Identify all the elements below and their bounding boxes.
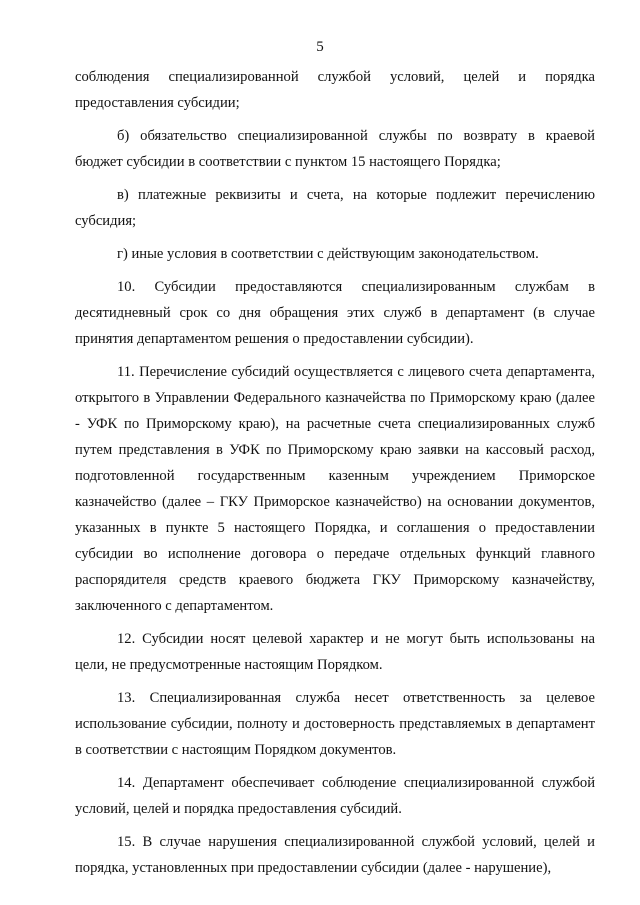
paragraph-10: 10. Субсидии предоставляются специализированным службам в десятидневный срок со дня обращения этих служб в департамент (в случае принятия департаментом решения о предоставлении субсидии). bbox=[75, 279, 595, 347]
paragraph-15: 15. В случае нарушения специализированной службой условий, целей и порядка, установленных при предоставлении субсидии (далее - нарушение), bbox=[75, 834, 595, 876]
document-body bbox=[75, 64, 595, 888]
paragraph-13: 13. Специализированная служба несет ответственность за целевое использование субсидии, полноту и достоверность представляемых в департамент в соответствии с настоящим Порядком документов. bbox=[75, 690, 595, 758]
paragraph-item-v: в) платежные реквизиты и счета, на которые подлежит перечислению субсидия; bbox=[75, 187, 595, 229]
paragraph-11: 11. Перечисление субсидий осуществляется с лицевого счета департамента, открытого в Управлении Федерального казначейства по Приморскому краю (далее - УФК по Приморскому краю), на расчетные счета специализированных служб путем представления в УФК по Приморскому краю заявки на кассовый расход, подготовленной государственным казенным учреждением Приморское казначейство (далее – ГКУ Приморское казначейство) на основании документов, указанных в пункте 5 настоящего Порядка, и соглашения о предоставлении субсидии во исполнение договора о передаче отдельных функций главного распорядителя средств краевого бюджета ГКУ Приморскому казначейству, заключенного с департаментом. bbox=[75, 364, 595, 614]
paragraph-item-g: г) иные условия в соответствии с действующим законодательством. bbox=[117, 246, 539, 262]
paragraph-item-b: б) обязательство специализированной службы по возврату в краевой бюджет субсидии в соответствии с пунктом 15 настоящего Порядка; bbox=[75, 128, 595, 170]
page-number: 5 bbox=[316, 39, 324, 55]
paragraph-12: 12. Субсидии носят целевой характер и не могут быть использованы на цели, не предусмотренные настоящим Порядком. bbox=[75, 631, 595, 673]
paragraph-14: 14. Департамент обеспечивает соблюдение специализированной службой условий, целей и порядка предоставления субсидий. bbox=[75, 775, 595, 817]
paragraph-continuation: соблюдения специализированной службой условий, целей и порядка предоставления субсидии; bbox=[75, 69, 595, 111]
